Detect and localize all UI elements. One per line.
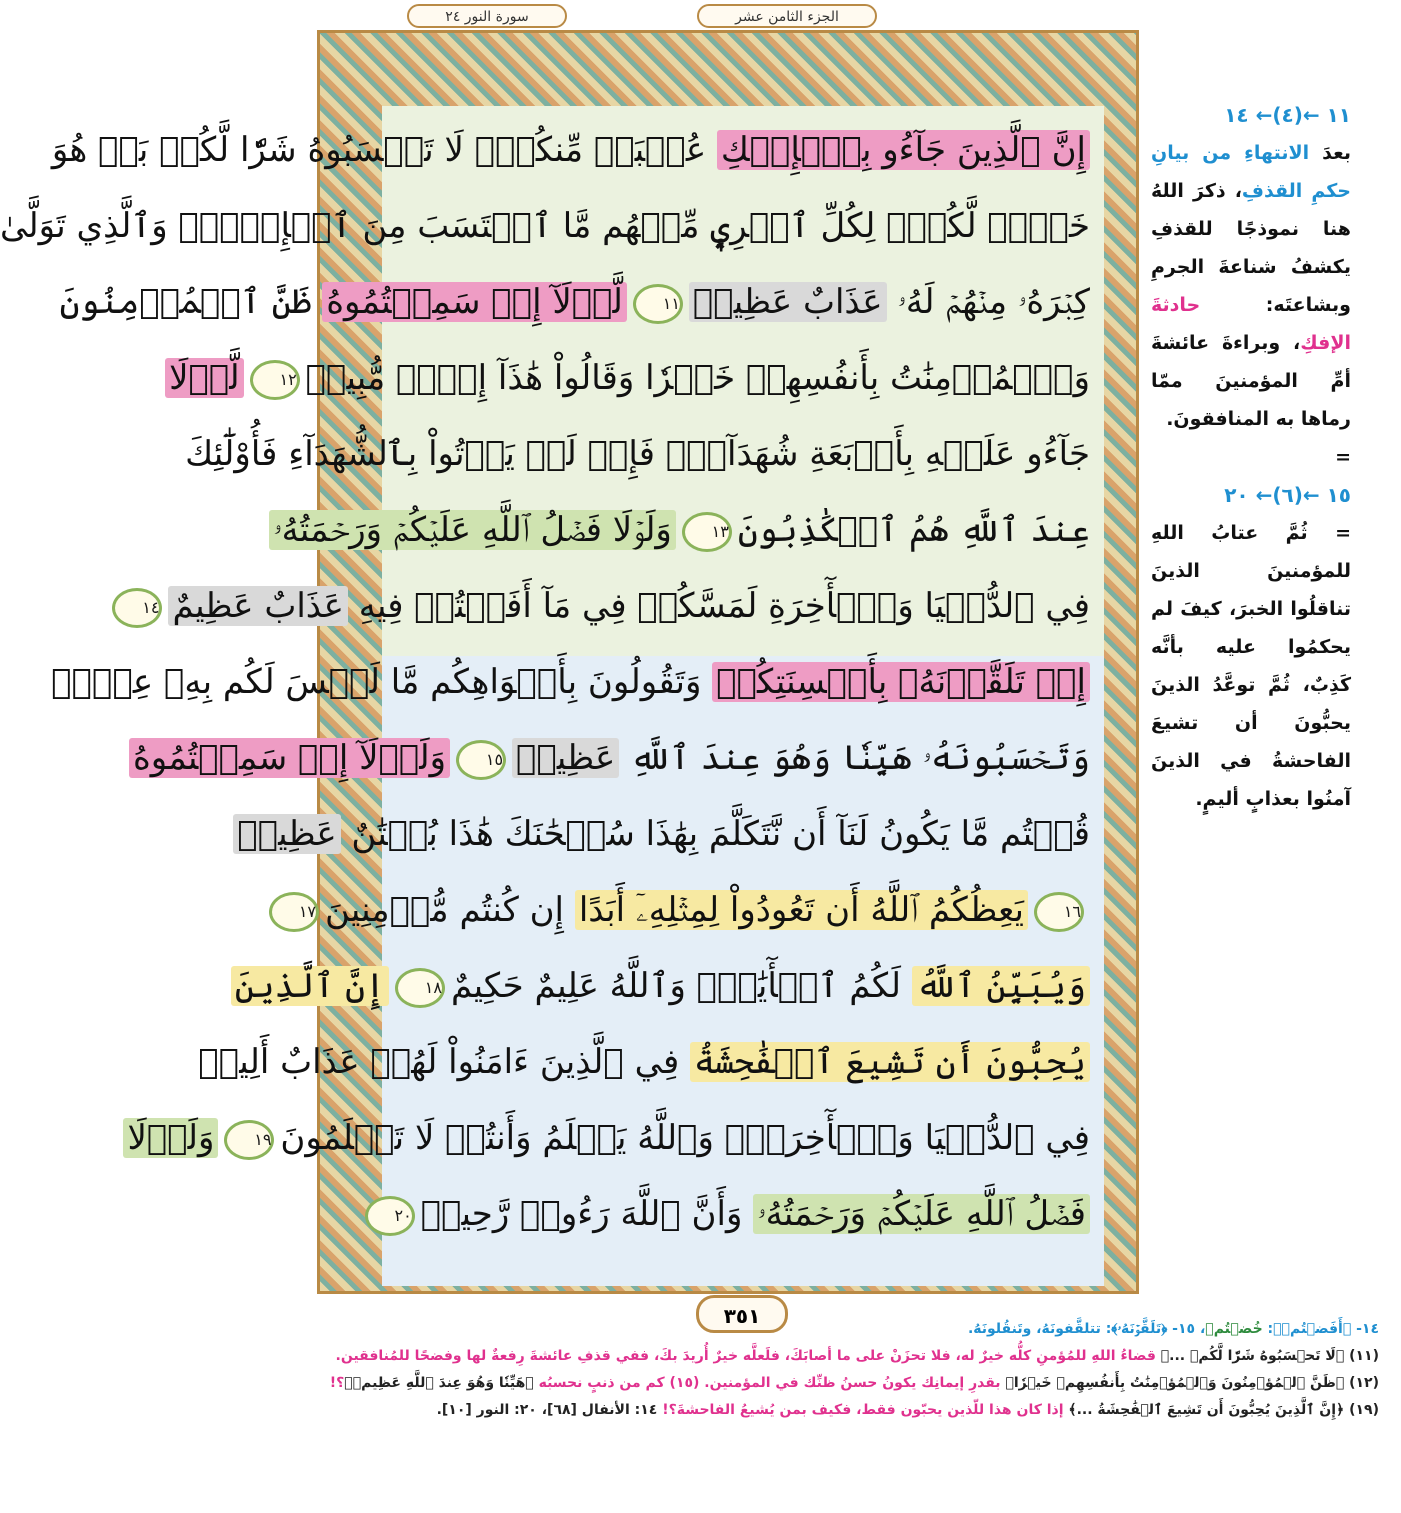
note-19: (١٩) ﴿إِنَّ ٱلَّذِينَ يُحِبُّونَ أَن تَشِيعَ ٱلۡفَٰحِشَةُ ...﴾ إذا كان هذا للّذين يحبّون فقط، فكيف بمن يُشيعُ الفاحشةَ؟! ١٤: الأنفال [٦٨]، ٢٠: النور [١٠]. bbox=[436, 1402, 1379, 1418]
highlighted-phrase: وَلَوۡلَا bbox=[123, 1118, 218, 1158]
verse-line bbox=[234, 956, 1090, 1016]
ornamental-frame bbox=[0, 30, 1139, 1328]
verse-line bbox=[396, 1184, 1090, 1244]
ayah-number-marker: ١٢ bbox=[250, 360, 300, 400]
verse-line bbox=[142, 576, 1090, 636]
highlighted-phrase: يَعِظُكُمُ ٱللَّهُ أَن تَعُودُواْ لِمِثۡلِهِۦٓ أَبَدًا bbox=[575, 890, 1028, 930]
ayah-number-marker: ١١ bbox=[633, 284, 683, 324]
highlighted-phrase: وَلَوۡلَآ إِذۡ سَمِعۡتُمُوهُ bbox=[129, 738, 450, 778]
ayah-number-marker: ١٧ bbox=[269, 892, 319, 932]
verse-text: فِي ٱلدُّنۡيَا وَٱلۡأٓخِرَةِ لَمَسَّكُمۡ فِي مَآ أَفَضۡتُمۡ فِيهِ bbox=[347, 586, 1090, 626]
verse-line bbox=[185, 424, 1090, 484]
highlighted-phrase: عَظِيمٞ bbox=[233, 814, 340, 854]
verse-line bbox=[127, 1108, 1090, 1168]
ayah-number-marker: ١٩ bbox=[224, 1120, 274, 1160]
verse-line bbox=[169, 348, 1090, 408]
verse-text: وَتَحۡسَبُونَهُۥ هَيِّنٗا وَهُوَ عِندَ ٱللَّهِ bbox=[619, 738, 1090, 778]
verse-text: عُصۡبَةٞ مِّنكُمۡۚ لَا تَحۡسَبُوهُ شَرّٗا لَّكُمۖ بَلۡ هُوَ bbox=[51, 130, 717, 170]
verse-line bbox=[0, 196, 1090, 256]
highlighted-phrase: وَيُبَيِّنُ ٱللَّهُ bbox=[912, 966, 1090, 1006]
surah-name: سورة النور bbox=[464, 9, 529, 25]
highlighted-phrase: إِذۡ تَلَقَّوۡنَهُۥ بِأَلۡسِنَتِكُمۡ bbox=[712, 662, 1090, 702]
highlighted-phrase: يُحِبُّونَ أَن تَشِيعَ ٱلۡفَٰحِشَةُ bbox=[690, 1042, 1090, 1082]
highlighted-phrase: إِنَّ ٱلَّذِينَ bbox=[231, 966, 389, 1006]
highlighted-phrase: عَظِيمٞ bbox=[512, 738, 619, 778]
verse-text: وَتَقُولُونَ بِأَفۡوَاهِكُم مَّا لَيۡسَ لَكُم بِهِۦ عِلۡمٞ bbox=[51, 662, 713, 702]
verse-line bbox=[298, 880, 1090, 940]
verse-text: خَيۡرٞ لَّكُمۡۚ لِكُلِّ ٱمۡرِيٕٖ مِّنۡهُم مَّا ٱكۡتَسَبَ مِنَ ٱلۡإِثۡمِۚ وَٱلَّذِي تَوَلَّىٰ bbox=[0, 206, 1090, 246]
ayah-number-marker: ١٤ bbox=[112, 588, 162, 628]
verse-text: إِن كُنتُم مُّؤۡمِنِينَ bbox=[325, 890, 575, 930]
page-number: ٣٥١ bbox=[696, 1295, 788, 1333]
ayah-number-marker: ١٣ bbox=[682, 512, 732, 552]
surah-label bbox=[407, 4, 567, 28]
verse-text: ظَنَّ ٱلۡمُؤۡمِنُونَ bbox=[59, 282, 323, 322]
verse-text: جَآءُو عَلَيۡهِ بِأَرۡبَعَةِ شُهَدَآءَۚ فَإِذۡ لَمۡ يَأۡتُواْ بِٱلشُّهَدَآءِ فَأُوْلَٰٓئِكَ bbox=[185, 434, 1090, 474]
verse-text: وَٱلۡمُؤۡمِنَٰتُ بِأَنفُسِهِمۡ خَيۡرٗا وَقَالُواْ هَٰذَآ إِفۡكٞ مُّبِينٞ bbox=[305, 358, 1090, 398]
section-summary-1: بعدَ الانتهاءِ من بيانِ حكمِ القذفِ، ذكرَ اللهُ هنا نموذجًا للقذفِ يكشفُ شناعةَ الجرمِ وبشاعتَه: حادثةَ الإفكِ، وبراءةَ عائشةَ أمِّ المؤمنينَ ممّا رماها به المنافقونَ. bbox=[1151, 142, 1352, 430]
ayah-number-marker: ١٦ bbox=[1034, 892, 1084, 932]
highlighted-phrase: لَّوۡلَا bbox=[165, 358, 244, 398]
verse-text: فِي ٱلدُّنۡيَا وَٱلۡأٓخِرَةِۚ وَٱللَّهُ يَعۡلَمُ وَأَنتُمۡ لَا تَعۡلَمُونَ bbox=[280, 1118, 1090, 1158]
verse-text: قُلۡتُم مَّا يَكُونُ لَنَآ أَن نَّتَكَلَّمَ بِهَٰذَا سُبۡحَٰنَكَ هَٰذَا بُهۡتَٰنٌ bbox=[340, 814, 1090, 854]
footnotes bbox=[329, 1316, 1379, 1424]
verse-text: كِبۡرَهُۥ مِنۡهُمۡ لَهُۥ bbox=[886, 282, 1090, 322]
highlighted-phrase: عَذَابٌ عَظِيمٌ bbox=[168, 586, 347, 626]
section-summary-2: = ثُمَّ عتابُ اللهِ للمؤمنينَ الذينَ تناقلُوا الخبرَ، كيفَ لم يحكمُوا عليه بأنَّه كَذِبٌ، ثُمَّ توعَّدُ الذينَ يحبُّونَ أن تشيعَ الفاحشةُ في الذينَ آمنُوا بعذابٍ أليمٍ. bbox=[1151, 522, 1351, 810]
section-ref-1: ١١ ←(٤)← ١٤ bbox=[1224, 103, 1351, 127]
highlighted-phrase: إِنَّ ٱلَّذِينَ جَآءُو بِٱلۡإِفۡكِ bbox=[717, 130, 1090, 170]
quran-text-area bbox=[0, 106, 1104, 1286]
tafsir-sidebar bbox=[1151, 96, 1351, 818]
verse-line bbox=[59, 272, 1090, 332]
note-11: (١١) ﴿لَا تَحۡسَبُوهُ شَرّٗا لَّكُمۖ ...﴾ قضاءُ اللهِ للمُؤمنِ كلُّه خيرٌ له، فلا تحزَنْ على ما أصابَكَ، فلَعلَّه خيرٌ أُريدَ بكَ، ففي قذفِ عائشةَ رِفعةٌ لها وفضحًا للمُنافقين. bbox=[335, 1348, 1379, 1364]
ayah-number-marker: ١٨ bbox=[395, 968, 445, 1008]
verse-line bbox=[132, 728, 1090, 788]
highlighted-phrase: فَضۡلُ ٱللَّهِ عَلَيۡكُمۡ وَرَحۡمَتُهُۥ bbox=[753, 1194, 1090, 1234]
verse-text: لَكُمُ ٱلۡأٓيَٰتِۚ وَٱللَّهُ عَلِيمٌ حَكِيمٌ bbox=[450, 966, 912, 1006]
highlighted-phrase: وَلَوۡلَا فَضۡلُ ٱللَّهِ عَلَيۡكُمۡ وَرَحۡمَتُهُۥ bbox=[269, 510, 676, 550]
ayah-number-marker: ١٥ bbox=[456, 740, 506, 780]
page-header bbox=[317, 0, 1139, 30]
note-12-15: (١٢) ﴿ظَنَّ ٱلۡمُؤۡمِنُونَ وَٱلۡمُؤۡمِنَٰتُ بِأَنفُسِهِمۡ خَيۡرٗا﴾ بقدرِ إيمانِك يكونُ حسنُ ظنِّك في المؤمنين. (١٥) كم من ذنبٍ نحسبُه ﴿هَيِّنٗا وَهُوَ عِندَ ٱللَّهِ عَظِيمٞ﴾؟! bbox=[329, 1375, 1379, 1391]
surah-number: ٢٤ bbox=[445, 9, 461, 25]
verse-text: فِي ٱلَّذِينَ ءَامَنُواْ لَهُمۡ عَذَابٌ أَلِيمٞ bbox=[198, 1042, 691, 1082]
ayah-number-marker: ٢٠ bbox=[365, 1196, 415, 1236]
verse-line bbox=[51, 652, 1090, 712]
highlighted-phrase: لَّوۡلَآ إِذۡ سَمِعۡتُمُوهُ bbox=[322, 282, 627, 322]
section-ref-2: ١٥ ←(٦)← ٢٠ bbox=[1224, 483, 1351, 507]
verse-text: وَأَنَّ ٱللَّهَ رَءُوفٞ رَّحِيمٞ bbox=[420, 1194, 754, 1234]
continuation-mark: = bbox=[1335, 446, 1351, 468]
vocab-note: ١٤- ﴿أَفَضۡتُمۡ﴾: خُضۡتُمۡ، ١٥- ﴿تَلَقَّوۡنَهُۥ﴾: تتلقَّفونَهُ، وتَنقُلونَهُ. bbox=[967, 1321, 1379, 1337]
verse-text: عِندَ ٱللَّهِ هُمُ ٱلۡكَٰذِبُونَ bbox=[737, 510, 1090, 550]
highlighted-phrase: عَذَابٌ عَظِيمٞ bbox=[689, 282, 887, 322]
juz-label: الجزء الثامن عشر bbox=[697, 4, 877, 28]
verse-line bbox=[51, 120, 1090, 180]
verse-line bbox=[198, 1032, 1090, 1092]
verse-line bbox=[273, 500, 1090, 560]
verse-line bbox=[237, 804, 1090, 864]
